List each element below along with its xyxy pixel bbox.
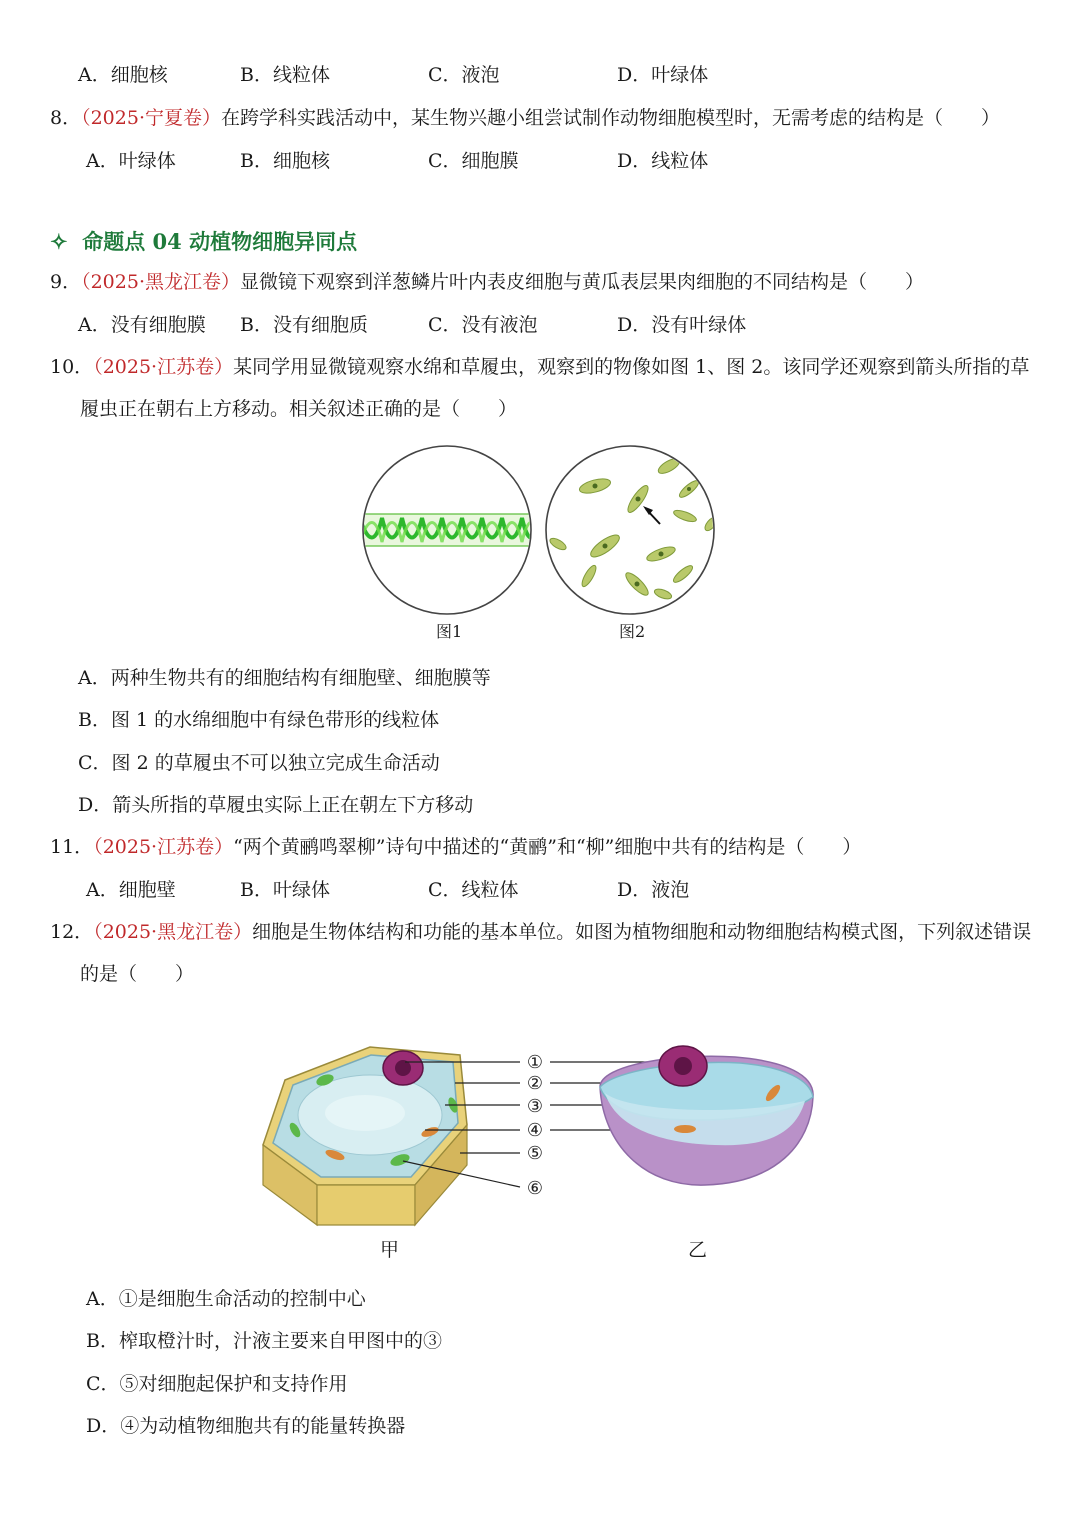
q10-option-c: C．图 2 的草履虫不可以独立完成生命活动 [78, 752, 440, 774]
sparkle-icon: ✧ [50, 229, 68, 254]
q10-stem-line1 [50, 352, 1029, 379]
label-3: ③ [526, 1096, 544, 1117]
q12-source: （2025·黑龙江卷） [93, 921, 253, 943]
plant-cell [263, 1047, 467, 1225]
q12-option-c: C．⑤对细胞起保护和支持作用 [86, 1373, 348, 1395]
label-5: ⑤ [526, 1143, 544, 1164]
q11-number: 11． [50, 836, 94, 858]
q12-option-a: A．①是细胞生命活动的控制中心 [86, 1288, 366, 1310]
q7-option-a: A．细胞核 [78, 64, 168, 86]
q8-option-a: A．叶绿体 [86, 150, 176, 172]
q7-option-d: D．叶绿体 [617, 64, 709, 86]
q9-text: 显微镜下观察到洋葱鳞片叶内表皮细胞与黄瓜表层果肉细胞的不同结构是（ ） [240, 271, 925, 293]
q10-text-1: 某同学用显微镜观察水绵和草履虫，观察到的物像如图 1、图 2。该同学还观察到箭头所指的草 [233, 356, 1030, 378]
q11-text: “两个黄鹂鸣翠柳”诗句中描述的“黄鹂”和“柳”细胞中共有的结构是（ ） [233, 836, 862, 858]
q9-stem [50, 267, 924, 294]
q9-option-c: C．没有液泡 [428, 314, 538, 336]
q12-number: 12． [50, 921, 94, 943]
q11-option-c: C．线粒体 [428, 879, 519, 901]
q8-stem [50, 103, 1000, 130]
q11-option-d: D．液泡 [617, 879, 690, 901]
section-title: 命题点 04 动植物细胞异同点 [82, 229, 358, 254]
cell-structure-diagram [255, 1035, 825, 1235]
q11-source: （2025·江苏卷） [93, 836, 234, 858]
label-4: ④ [526, 1120, 544, 1141]
q7-option-b: B．线粒体 [240, 64, 330, 86]
q12-stem-line1 [50, 917, 1031, 944]
q10-stem-line2: 履虫正在朝右上方移动。相关叙述正确的是（ ） [80, 398, 518, 420]
q8-text: 在跨学科实践活动中，某生物兴趣小组尝试制作动物细胞模型时，无需考虑的结构是（ ） [221, 107, 1001, 129]
q12-option-b: B．榨取橙汁时，汁液主要来自甲图中的③ [86, 1330, 442, 1352]
animal-cell [600, 1046, 813, 1185]
q10-number: 10． [50, 356, 94, 378]
q9-option-d: D．没有叶绿体 [617, 314, 747, 336]
q9-source: （2025·黑龙江卷） [81, 271, 240, 293]
q12-option-d: D．④为动植物细胞共有的能量转换器 [86, 1415, 406, 1437]
q9-option-a: A．没有细胞膜 [78, 314, 206, 336]
caption-jia: 甲 [380, 1239, 400, 1261]
section-heading [50, 226, 357, 256]
label-2: ② [526, 1073, 544, 1094]
q10-option-d: D．箭头所指的草履虫实际上正在朝左下方移动 [78, 794, 474, 816]
q8-number: 8． [50, 107, 82, 129]
q10-option-a: A．两种生物共有的细胞结构有细胞壁、细胞膜等 [78, 667, 491, 689]
q12-text-1: 细胞是生物体结构和功能的基本单位。如图为植物细胞和动物细胞结构模式图，下列叙述错误 [252, 921, 1032, 943]
figure-2-paramecium [543, 444, 718, 619]
q8-source: （2025·宁夏卷） [81, 107, 221, 129]
q11-stem [50, 832, 861, 859]
figure-1-caption: 图1 [436, 622, 463, 641]
q9-number: 9． [50, 271, 82, 293]
q10-source: （2025·江苏卷） [93, 356, 234, 378]
q8-option-b: B．细胞核 [240, 150, 330, 172]
figure-2-caption: 图2 [619, 622, 646, 641]
q8-option-c: C．细胞膜 [428, 150, 519, 172]
figure-1-spirogyra [360, 444, 535, 619]
label-6: ⑥ [526, 1178, 544, 1199]
q8-option-d: D．线粒体 [617, 150, 709, 172]
q10-option-b: B．图 1 的水绵细胞中有绿色带形的线粒体 [78, 709, 440, 731]
q11-option-a: A．细胞壁 [86, 879, 176, 901]
q11-option-b: B．叶绿体 [240, 879, 330, 901]
caption-yi: 乙 [688, 1239, 708, 1261]
q7-option-c: C．液泡 [428, 64, 500, 86]
q12-stem-line2: 的是（ ） [80, 963, 195, 985]
q9-option-b: B．没有细胞质 [240, 314, 368, 336]
label-1: ① [526, 1052, 544, 1073]
